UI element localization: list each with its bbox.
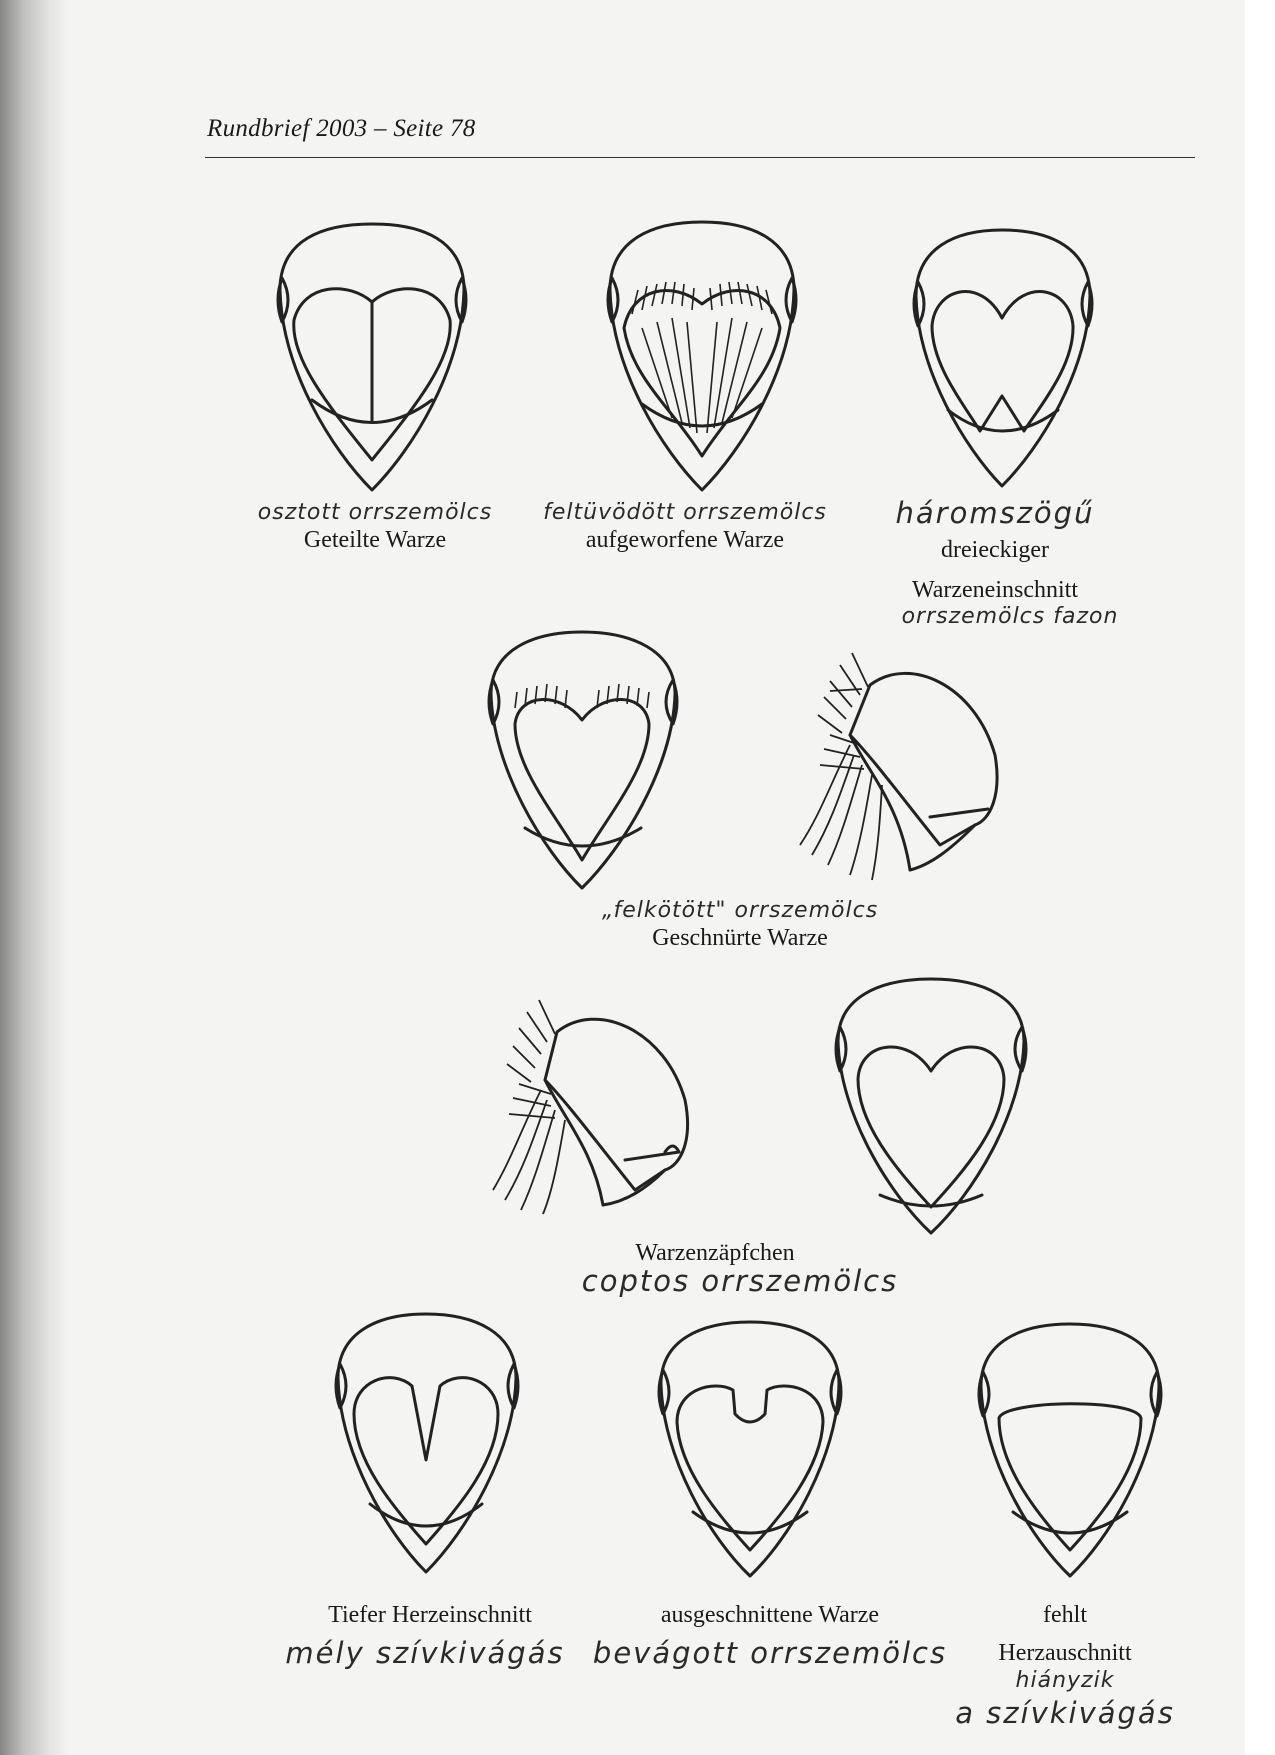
pigeon-head-split-wattle xyxy=(272,220,472,500)
label-hu-8-line2: a szívkivágás xyxy=(955,1696,1175,1730)
label-hu-3-bottom: orrszemölcs fazon xyxy=(901,604,1119,629)
label-hu-2: feltüvödött orrszemölcs xyxy=(543,500,827,525)
pigeon-head-triangle-notch xyxy=(910,226,1095,494)
label-de-2: aufgeworfene Warze xyxy=(585,527,785,553)
label-hu-7: bevágott orrszemölcs xyxy=(592,1636,948,1670)
label-de-8-line1: fehlt xyxy=(1043,1602,1087,1628)
label-de-3-line2: Warzeneinschnitt xyxy=(912,577,1078,603)
label-hu-6: mély szívkivágás xyxy=(285,1636,565,1670)
pigeon-head-no-heart-cut xyxy=(975,1320,1165,1582)
scan-paper-edge xyxy=(1245,0,1275,1755)
pigeon-head-cutout-wattle xyxy=(655,1318,845,1583)
pigeon-head-tied-wattle-front xyxy=(485,628,680,896)
label-de-3-line1: dreieckiger xyxy=(941,537,1049,563)
label-hu-1: osztott orrszemölcs xyxy=(257,500,493,525)
label-de-1: Geteilte Warze xyxy=(303,527,447,553)
label-hu-8-line1: hiányzik xyxy=(1015,1668,1115,1693)
label-de-6: Tiefer Herzeinschnitt xyxy=(328,1602,532,1628)
label-de-5: Warzenzäpfchen xyxy=(635,1240,795,1266)
label-hu-5: coptos orrszemölcs xyxy=(581,1264,899,1298)
label-hu-4: „felkötött" orrszemölcs xyxy=(601,898,879,923)
page-header: Rundbrief 2003 – Seite 78 xyxy=(207,115,476,142)
pigeon-head-wattle-cone-side xyxy=(485,990,695,1215)
pigeon-head-deep-heart-cut xyxy=(332,1310,520,1578)
pigeon-head-wattle-cone-front xyxy=(832,975,1030,1240)
label-de-8-line2: Herzauschnitt xyxy=(998,1640,1132,1666)
pigeon-head-tied-wattle-side xyxy=(790,645,1005,885)
label-de-4: Geschnürte Warze xyxy=(652,925,828,951)
scan-shadow-edge xyxy=(0,0,70,1755)
pigeon-head-raised-wattle xyxy=(602,218,802,500)
label-de-7: ausgeschnittene Warze xyxy=(660,1602,880,1628)
label-hu-3-top: háromszögű xyxy=(895,496,1095,530)
header-divider xyxy=(205,157,1195,158)
